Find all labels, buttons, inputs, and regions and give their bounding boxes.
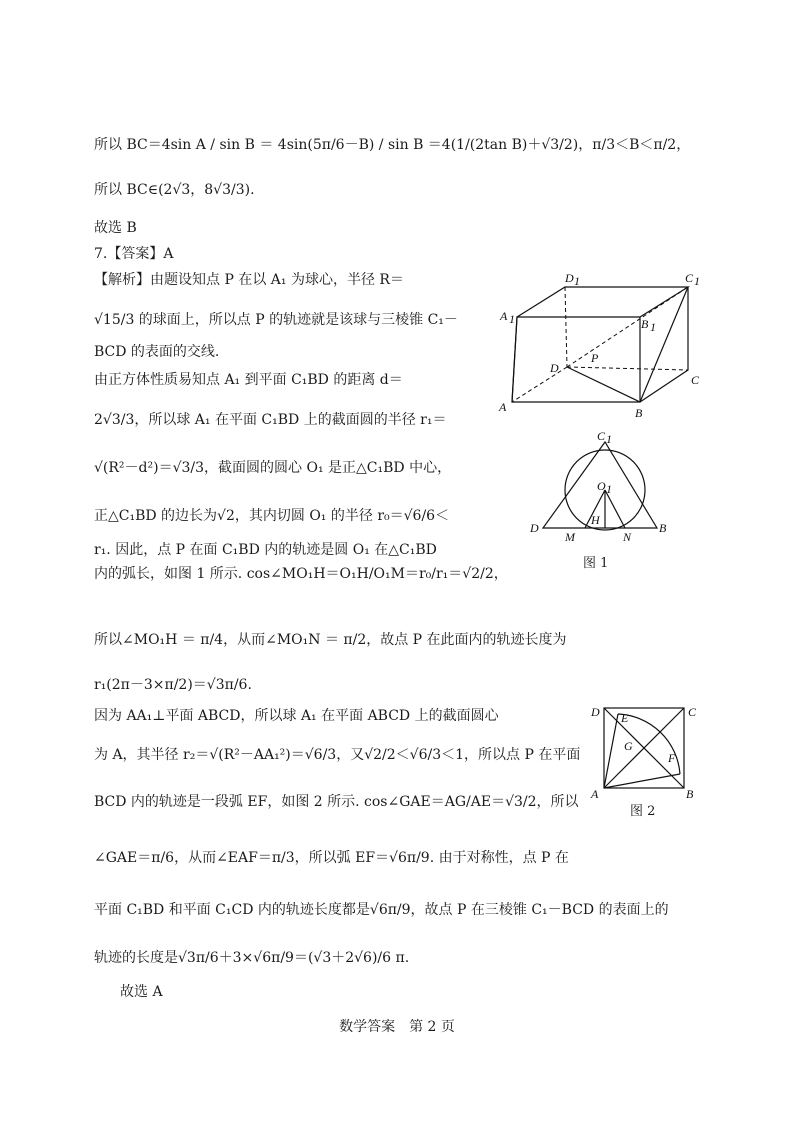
figure-1 (525, 428, 675, 548)
text-line: 故选 B (94, 220, 137, 236)
text-line: 故选 A (120, 984, 163, 1000)
fig1-label-B: B (659, 521, 667, 535)
text-line: ∠GAE＝π/6，从而∠EAF＝π/3，所以弧 EF＝√6π/9. 由于对称性，点 P 在 (94, 850, 569, 866)
text-line: 轨迹的长度是√3π/6＋3×√6π/9＝(√3＋2√6)/6 π. (94, 950, 410, 966)
text-line: r₁(2π－3×π/2)＝√3π/6. (94, 677, 252, 693)
page-footer: 数学答案 第 2 页 (339, 1019, 455, 1035)
label-B1-sub: 1 (650, 320, 656, 334)
label-A1-sub: 1 (509, 312, 515, 326)
text-line: 平面 C₁BD 和平面 C₁CD 内的轨迹长度都是√6π/9，故点 P 在三棱锥 C₁－BCD 的表面上的 (94, 902, 669, 918)
fig1-label-M: M (565, 530, 575, 544)
fig1-label-C1-sub: 1 (606, 432, 612, 446)
fig2-label-B: B (686, 787, 694, 800)
fig2-label-F: F (668, 751, 676, 765)
text-line: 7.【答案】A (94, 246, 174, 262)
text-line: 内的弧长，如图 1 所示. cos∠MO₁H＝O₁H/O₁M＝r₀/r₁＝√2/2， (94, 566, 508, 582)
fig1-label-N: N (623, 530, 632, 544)
label-C1-sub: 1 (694, 274, 700, 288)
text-line: √15/3 的球面上，所以点 P 的轨迹就是该球与三棱锥 C₁－ (94, 312, 458, 328)
label-A1: A (500, 309, 508, 323)
text-line: 为 A，其半径 r₂＝√(R²－AA₁²)＝√6/3，又√2/2＜√6/3＜1，所以点 P 在平面 (94, 747, 581, 763)
label-C1: C (685, 271, 694, 285)
figure-2-caption: 图 2 (630, 804, 656, 819)
cube-figure (495, 262, 715, 422)
label-C: C (691, 373, 700, 387)
text-line: r₁. 因此，点 P 在面 C₁BD 内的轨迹是圆 O₁ 在△C₁BD (94, 542, 437, 558)
fig2-label-E: E (621, 711, 629, 725)
text-line: 2√3/3，所以球 A₁ 在平面 C₁BD 上的截面圆的半径 r₁＝ (94, 412, 447, 428)
fig1-label-H: H (591, 513, 600, 527)
fig2-label-C: C (688, 705, 697, 719)
label-D1: D (565, 271, 574, 285)
label-B: B (635, 406, 643, 420)
fig1-label-C1: C (597, 429, 606, 443)
fig1-label-D: D (530, 521, 539, 535)
text-line: 所以 BC＝4sin A / sin B ＝ 4sin(5π/6－B) / sin B ＝4(1/(2tan B)＋√3/2)，π/3＜B＜π/2， (94, 137, 691, 153)
text-line: BCD 的表面的交线. (94, 344, 220, 360)
label-B1: B (641, 317, 649, 331)
text-line: √(R²－d²)＝√3/3，截面圆的圆心 O₁ 是正△C₁BD 中心， (94, 460, 452, 476)
text-line: 【解析】由题设知点 P 在以 A₁ 为球心，半径 R＝ (94, 272, 404, 288)
fig2-label-D: D (591, 705, 600, 719)
figure-1-caption: 图 1 (583, 556, 609, 571)
text-line: 由正方体性质易知点 A₁ 到平面 C₁BD 的距离 d＝ (94, 372, 403, 388)
figure-2 (588, 700, 698, 800)
text-line: 正△C₁BD 的边长为√2，其内切圆 O₁ 的半径 r₀＝√6/6＜ (94, 508, 450, 524)
text-line: 所以 BC∈(2√3，8√3/3). (94, 182, 255, 198)
text-line: 所以∠MO₁H ＝ π/4，从而∠MO₁N ＝ π/2，故点 P 在此面内的轨迹长度为 (94, 632, 567, 648)
fig2-label-A: A (591, 787, 599, 800)
fig1-label-O1: O (597, 479, 606, 493)
label-D1-sub: 1 (574, 274, 580, 288)
label-A: A (499, 400, 507, 414)
fig1-label-O1-sub: 1 (606, 482, 612, 496)
label-D: D (550, 361, 559, 375)
label-P: P (591, 351, 599, 365)
text-line: 因为 AA₁⊥平面 ABCD，所以球 A₁ 在平面 ABCD 上的截面圆心 (94, 708, 499, 724)
fig2-label-G: G (624, 739, 633, 753)
text-line: BCD 内的轨迹是一段弧 EF，如图 2 所示. cos∠GAE＝AG/AE＝√3/2，所以 (94, 794, 579, 810)
